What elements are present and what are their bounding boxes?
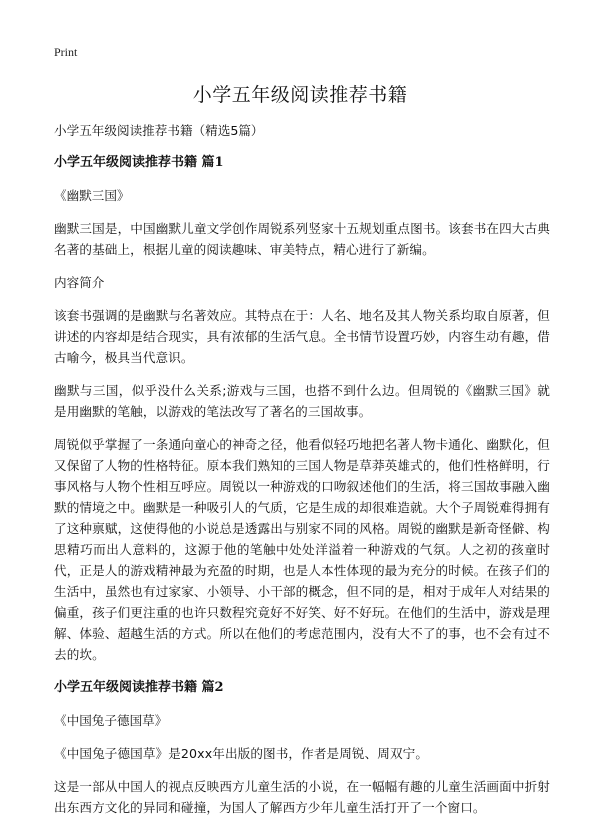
section-heading-2: 小学五年级阅读推荐书籍 篇2 <box>54 680 224 695</box>
book-title-2: 《中国兔子德国草》 <box>54 713 168 728</box>
article-body <box>54 120 550 830</box>
section-heading-1: 小学五年级阅读推荐书籍 篇1 <box>54 155 224 170</box>
paragraph: 该套书强调的是幽默与名著效应。其特点在于：人名、地名及其人物关系均取自原著，但讲述的内容却是结合现实，具有浓郁的生活气息。全书情节设置巧妙，内容生动有趣，借古喻今，极具当代意识。 <box>54 308 550 365</box>
page-title: 小学五年级阅读推荐书籍 <box>192 84 408 106</box>
summary-label: 内容简介 <box>54 275 105 290</box>
book-title-1: 《幽默三国》 <box>54 188 130 203</box>
paragraph: 幽默与三国，似乎没什么关系;游戏与三国，也搭不到什么边。但周锐的《幽默三国》就是用幽默的笔触，以游戏的笔法改写了著名的三国故事。 <box>54 383 550 419</box>
paragraph: 《中国兔子德国草》是20xx年出版的图书，作者是周锐、周双宁。 <box>54 746 429 761</box>
print-link[interactable]: Print <box>54 45 78 59</box>
document-subtitle: 小学五年级阅读推荐书籍（精选5篇） <box>54 123 264 138</box>
paragraph: 这是一部从中国人的视点反映西方儿童生活的小说，在一幅幅有趣的儿童生活画面中折射出东西方文化的异同和碰撞，为国人了解西方少年儿童生活打开了一个窗口。 <box>54 779 550 815</box>
paragraph: 周锐似乎掌握了一条通向童心的神奇之径，他看似轻巧地把名著人物卡通化、幽默化，但又保留了人物的性格特征。原本我们熟知的三国人物是草莽英雄式的，他们性格鲜明，行事风格与人物个性相互呼应。周锐以一种游戏的口吻叙述他们的生活，将三国故事融入幽默的情境之中。幽默是一种吸引人的气质，它是生成的却很难造就。大个子周锐难得拥有了这种禀赋，这使得他的小说总是透露出与别家不同的风格。周锐的幽默是新奇怪僻、构思精巧而出人意料的，这源于他的笔触中处处洋溢着一种游戏的气氛。人之初的孩童时代，正是人的游戏精神最为充盈的时期，也是人本性体现的最为充分的时候。在孩子们的生活中，虽然也有过家家、小领导、小干部的概念，但不同的是，相对于成年人对结果的偏重，孩子们更注重的也许只数程究竟好不好笑、好不好玩。在他们的生活中，游戏是理解、体验、超越生活的方式。所以在他们的考虑范围内，没有大不了的事，也不会有过不去的坎。 <box>54 437 550 662</box>
paragraph: 幽默三国是，中国幽默儿童文学创作周锐系列竖家十五规划重点图书。该套书在四大古典名著的基础上，根据儿童的阅读趣味、审美特点，精心进行了新编。 <box>54 221 550 257</box>
